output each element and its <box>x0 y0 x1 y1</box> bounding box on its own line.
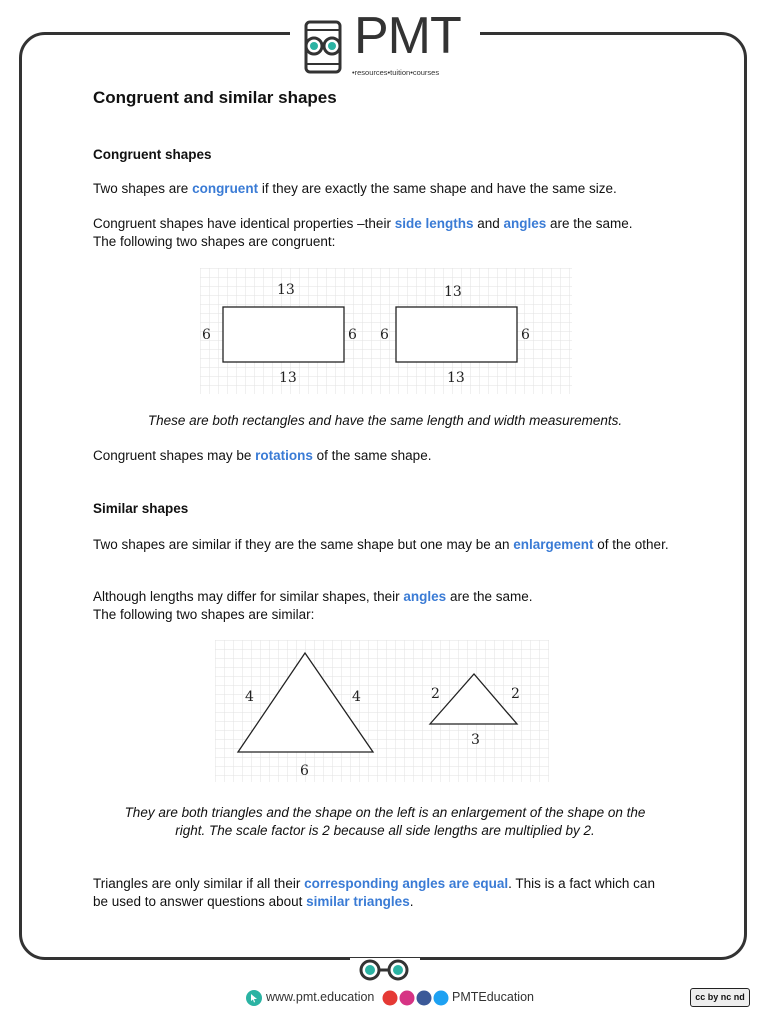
similar-definition: Two shapes are similar if they are the same shape but one may be an enlargement of the other. <box>93 537 669 552</box>
rect-right-left-label: 6 <box>380 327 389 343</box>
facebook-icon <box>417 991 432 1006</box>
tri-small-right-label: 2 <box>511 686 520 702</box>
rectangle-right <box>396 307 517 362</box>
congruent-intro: The following two shapes are congruent: <box>93 234 336 249</box>
similar-heading: Similar shapes <box>93 501 189 516</box>
term-congruent: congruent <box>192 181 259 196</box>
similar-angles: Although lengths may differ for similar shapes, their angles are the same. <box>93 589 533 604</box>
similar-intro: The following two shapes are similar: <box>93 607 315 622</box>
rect-left-right-label: 6 <box>348 327 357 343</box>
rectangles-caption: These are both rectangles and have the same length and width measurements. <box>147 413 623 428</box>
similar-triangles-fact: Triangles are only similar if all their corresponding angles are equal. This is a fact which can be used to answer questions about similar triangles. <box>93 876 655 909</box>
similar-triangles-figure <box>215 640 549 782</box>
congruent-properties: Congruent shapes have identical properties –their side lengths and angles are the same. <box>93 216 633 231</box>
tri-small-base-label: 3 <box>471 732 480 748</box>
book-glasses-icon <box>292 16 354 78</box>
website-link[interactable]: www.pmt.education <box>266 990 375 1004</box>
rect-right-top-label: 13 <box>444 284 462 300</box>
triangles-caption-line2: right. The scale factor is 2 because all side lengths are multiplied by 2. <box>175 823 595 838</box>
rectangle-left <box>223 307 344 362</box>
congruent-rectangles-figure <box>200 268 572 394</box>
rect-right-right-label: 6 <box>521 327 530 343</box>
congruent-rotations: Congruent shapes may be rotations of the same shape. <box>93 448 432 463</box>
pmt-logo <box>290 7 480 78</box>
triangles-caption-line1: They are both triangles and the shape on the left is an enlargement of the shape on the <box>124 805 646 820</box>
logo-text: PMT <box>354 7 461 65</box>
tri-large-right-label: 4 <box>352 689 361 705</box>
logo-tagline: •resources•tuition•courses <box>352 68 440 77</box>
tri-small-left-label: 2 <box>431 686 440 702</box>
congruent-definition: Two shapes are congruent if they are exactly the same shape and have the same size. <box>93 181 617 196</box>
social-icons <box>382 990 450 1006</box>
cursor-icon <box>246 990 262 1006</box>
license-badge: cc by nc nd <box>690 988 750 1007</box>
footer-glasses-icon <box>350 958 420 982</box>
rect-right-bottom-label: 13 <box>447 370 465 386</box>
tri-large-base-label: 6 <box>300 763 309 779</box>
rect-left-left-label: 6 <box>202 327 211 343</box>
twitter-icon <box>434 991 449 1006</box>
instagram-icon <box>400 991 415 1006</box>
tri-large-left-label: 4 <box>245 689 254 705</box>
page-title: Congruent and similar shapes <box>93 88 337 107</box>
youtube-icon <box>383 991 398 1006</box>
rect-left-top-label: 13 <box>277 282 295 298</box>
social-handle[interactable]: PMTEducation <box>452 990 534 1004</box>
congruent-heading: Congruent shapes <box>93 147 212 162</box>
rect-left-bottom-label: 13 <box>279 370 297 386</box>
